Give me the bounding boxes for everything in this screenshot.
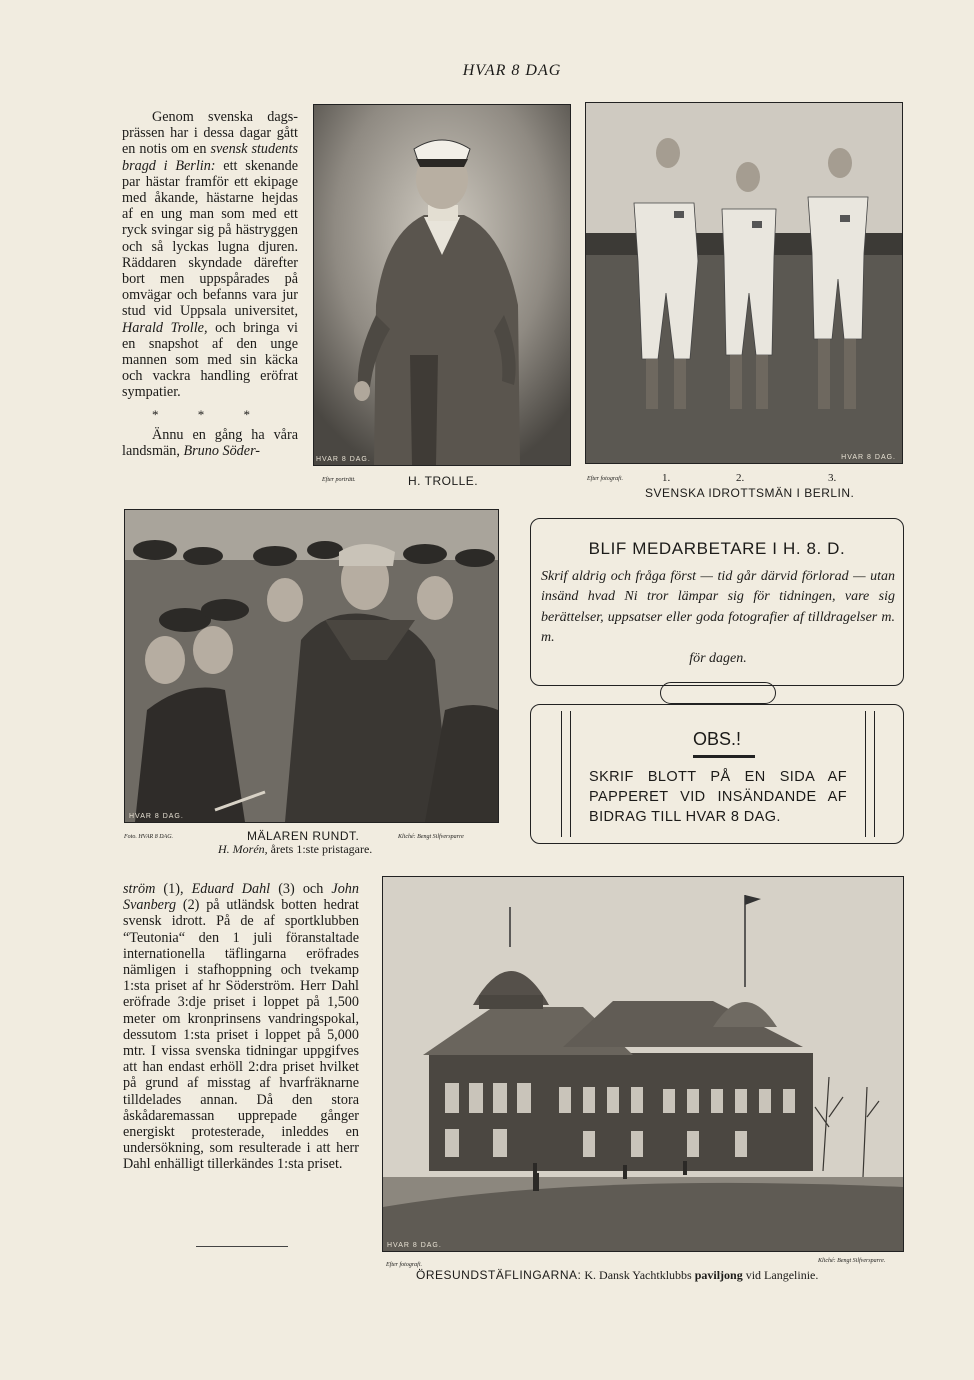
athlete-number-3: 3. <box>828 472 837 484</box>
malaren-caption: MÄLAREN RUNDT. <box>247 829 360 843</box>
watermark: HVAR 8 DAG. <box>316 456 371 463</box>
athletes-caption: SVENSKA IDROTTSMÄN I BERLIN. <box>645 486 855 500</box>
watermark: HVAR 8 DAG. <box>387 1242 442 1249</box>
photo-oresund <box>382 876 904 1252</box>
article-column-top <box>122 109 298 459</box>
crowd-image <box>125 510 498 822</box>
section-stars: * * * <box>152 406 268 422</box>
decorative-connector <box>660 682 776 704</box>
oresund-credit: Efter fotografi. <box>386 1262 422 1268</box>
photo-trolle <box>313 104 571 466</box>
malaren-subcaption: H. Morén, årets 1:ste pristagare. <box>218 842 373 856</box>
contributor-notice-box <box>530 518 904 686</box>
photo-malaren <box>124 509 499 823</box>
obs-underline <box>693 755 755 758</box>
photo-athletes <box>585 102 903 464</box>
watermark: HVAR 8 DAG. <box>841 454 896 461</box>
article-paragraph-athletes: ström (1), Eduard Dahl (3) och John Svanberg (2) på utländsk botten hedrat svensk idrott. På de af sportklubben “Teutonia“ den 1 juli föranstaltade internationella täflingarna eröfrades nämligen i stafhoppning och tvekamp 1:sta priset af hr Söderström. Herr Dahl eröfrade 3:dje priset i loppet på 1,500 meter om kronprinsens vandringspokal, dessutom 1:sta priset i loppet på 5,000 mtr. I vissa svenska tidningar uppgifves att han endast erhöll 2:dra priset hvilket på grund af misstag af hvarfräknarne tilldelades annan. Då den stora åskådaremassan upprepade gånger energiskt protesterade, inleddes en undersökning, som resulterade i att herr Dahl enhälligt tillerkändes 1:sta priset. <box>123 881 359 1173</box>
oresund-cliche: Kliché: Bengt Silfversparre. <box>818 1258 886 1264</box>
obs-notice-box <box>530 704 904 844</box>
article-paragraph-trolle: Genom svenska dags-prässen har i dessa dagar gått en notis om en svensk students bragd i Berlin: ett skenande par hästar framför ett ekipage med åkande, hästarne hejdas af en ung man som med ett ryck svingar sig på hästryggen och så lyckas lugna djuren. Räddaren skyndade därefter bort men uppspårades på omvägar och befanns vara jur stud vid Uppsala universitet, Harald Trolle, och bringa vi en snapshot af den unge mannen som med sin käcka och vackra handling eröfrat sympatier. <box>122 109 298 401</box>
contributor-notice-body: Skrif aldrig och fråga först — tid går därvid förlorad — utan insänd hvad Ni tror lämpar sig för tidningen, vare sig berättelser, uppsatser eller goda fotografier af tilldragelser m. m. för dagen. <box>541 569 895 666</box>
athlete-number-2: 2. <box>736 472 745 484</box>
pavilion-image <box>383 877 903 1251</box>
column-end-rule <box>196 1246 288 1247</box>
article-paragraph-athletes-start: Ännu en gång ha våra landsmän, Bruno Söder- <box>122 426 298 460</box>
watermark: HVAR 8 DAG. <box>129 813 184 820</box>
portrait-image <box>314 105 570 465</box>
athlete-number-1: 1. <box>662 472 671 484</box>
athletes-image <box>586 103 902 463</box>
malaren-credit: Foto. HVAR 8 DAG. <box>124 834 174 840</box>
obs-title: OBS.! <box>692 729 741 749</box>
contributor-notice-title: BLIF MEDARBETARE I H. 8. D. <box>588 539 846 558</box>
athletes-credit: Efter fotografi. <box>587 476 623 482</box>
trolle-credit: Efter porträtt. <box>322 477 356 483</box>
trolle-caption: H. TROLLE. <box>408 474 479 488</box>
article-column-bottom <box>123 881 359 1173</box>
oresund-caption: ÖRESUNDSTÄFLINGARNA: K. Dansk Yachtklubbs paviljong vid Langelinie. <box>416 1268 819 1282</box>
obs-notice-body: SKRIF BLOTT PÅ EN SIDA AF PAPPERET VID INSÄNDANDE AF BIDRAG TILL HVAR 8 DAG. <box>589 769 847 825</box>
page-header: HVAR 8 DAG <box>462 62 562 79</box>
malaren-cliche: Kliché: Bengt Silfversparre <box>398 834 464 840</box>
